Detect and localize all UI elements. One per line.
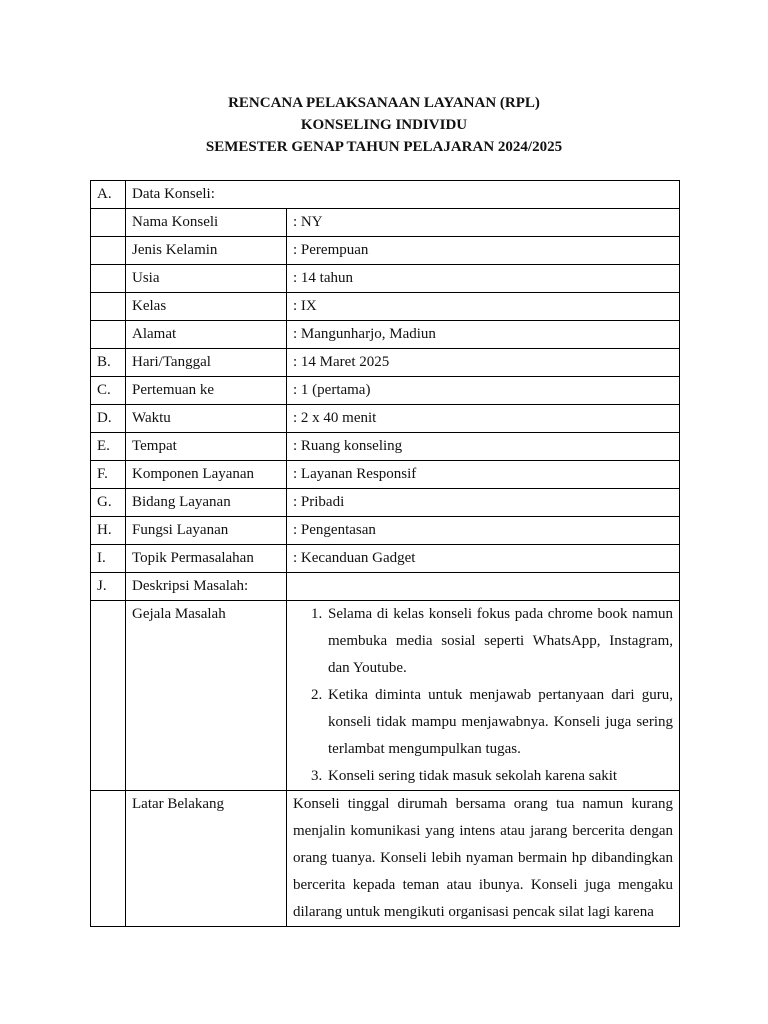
row-value: : Pengentasan — [287, 517, 680, 545]
row-topik-permasalahan — [91, 545, 680, 573]
title-line-3: SEMESTER GENAP TAHUN PELAJARAN 2024/2025 — [205, 139, 563, 155]
row-fungsi-layanan — [91, 517, 680, 545]
row-letter: E. — [91, 433, 126, 461]
row-latar-belakang — [91, 791, 680, 927]
row-label: Komponen Layanan — [126, 461, 287, 489]
row-label: Gejala Masalah — [126, 601, 287, 791]
row-letter — [91, 265, 126, 293]
row-waktu — [91, 405, 680, 433]
row-value — [287, 573, 680, 601]
row-label: Data Konseli: — [126, 181, 680, 209]
row-alamat — [91, 321, 680, 349]
row-letter — [91, 601, 126, 791]
row-komponen-layanan — [91, 461, 680, 489]
row-label: Latar Belakang — [126, 791, 287, 927]
row-data-konseli — [91, 181, 680, 209]
row-value: : Ruang konseling — [287, 433, 680, 461]
row-pertemuan — [91, 377, 680, 405]
row-jenis-kelamin — [91, 237, 680, 265]
row-value: : Mangunharjo, Madiun — [287, 321, 680, 349]
row-nama-konseli — [91, 209, 680, 237]
symptom-list — [293, 601, 673, 790]
row-letter — [91, 237, 126, 265]
row-letter: J. — [91, 573, 126, 601]
row-value: : Pribadi — [287, 489, 680, 517]
row-letter: A. — [91, 181, 126, 209]
row-value: : NY — [287, 209, 680, 237]
row-letter: C. — [91, 377, 126, 405]
row-letter: H. — [91, 517, 126, 545]
row-value: : Kecanduan Gadget — [287, 545, 680, 573]
row-usia — [91, 265, 680, 293]
row-letter: F. — [91, 461, 126, 489]
row-letter — [91, 209, 126, 237]
row-value — [287, 601, 680, 791]
row-value: : 2 x 40 menit — [287, 405, 680, 433]
list-item: 2. Ketika diminta untuk menjawab pertanyaan dari guru, konseli tidak mampu menjawabnya. Konseli juga sering terlambat mengumpulkan tugas. — [326, 682, 673, 763]
row-deskripsi-masalah — [91, 573, 680, 601]
row-value: : 14 Maret 2025 — [287, 349, 680, 377]
row-label: Jenis Kelamin — [126, 237, 287, 265]
row-letter: D. — [91, 405, 126, 433]
row-value: : 14 tahun — [287, 265, 680, 293]
row-letter — [91, 791, 126, 927]
background-text: Konseli tinggal dirumah bersama orang tua namun kurang menjalin komunikasi yang intens atau jarang bercerita dengan orang tuanya. Konseli lebih nyaman bermain hp dibandingkan bercerita kepada teman atau ibunya. Konseli juga mengaku dilarang untuk mengikuti organisasi pencak silat lagi karena — [287, 791, 680, 927]
rpl-table — [90, 180, 680, 927]
row-value: : 1 (pertama) — [287, 377, 680, 405]
row-kelas — [91, 293, 680, 321]
row-letter — [91, 293, 126, 321]
list-item: 3. Konseli sering tidak masuk sekolah karena sakit — [326, 763, 673, 790]
row-letter: I. — [91, 545, 126, 573]
row-letter — [91, 321, 126, 349]
row-label: Topik Permasalahan — [126, 545, 287, 573]
row-label: Pertemuan ke — [126, 377, 287, 405]
row-value: : IX — [287, 293, 680, 321]
row-label: Waktu — [126, 405, 287, 433]
row-label: Fungsi Layanan — [126, 517, 287, 545]
row-hari-tanggal — [91, 349, 680, 377]
row-label: Bidang Layanan — [126, 489, 287, 517]
row-label: Alamat — [126, 321, 287, 349]
row-label: Hari/Tanggal — [126, 349, 287, 377]
row-letter: G. — [91, 489, 126, 517]
row-letter: B. — [91, 349, 126, 377]
row-value: : Perempuan — [287, 237, 680, 265]
row-label: Usia — [126, 265, 287, 293]
row-value: : Layanan Responsif — [287, 461, 680, 489]
title-line-2: KONSELING INDIVIDU — [300, 117, 468, 133]
row-label: Tempat — [126, 433, 287, 461]
list-item: 1. Selama di kelas konseli fokus pada chrome book namun membuka media sosial seperti WhatsApp, Instagram, dan Youtube. — [326, 601, 673, 682]
row-bidang-layanan — [91, 489, 680, 517]
row-label: Nama Konseli — [126, 209, 287, 237]
document-title — [0, 92, 768, 158]
row-tempat — [91, 433, 680, 461]
row-label: Kelas — [126, 293, 287, 321]
title-line-1: RENCANA PELAKSANAAN LAYANAN (RPL) — [228, 95, 540, 111]
row-label: Deskripsi Masalah: — [126, 573, 287, 601]
row-gejala-masalah — [91, 601, 680, 791]
